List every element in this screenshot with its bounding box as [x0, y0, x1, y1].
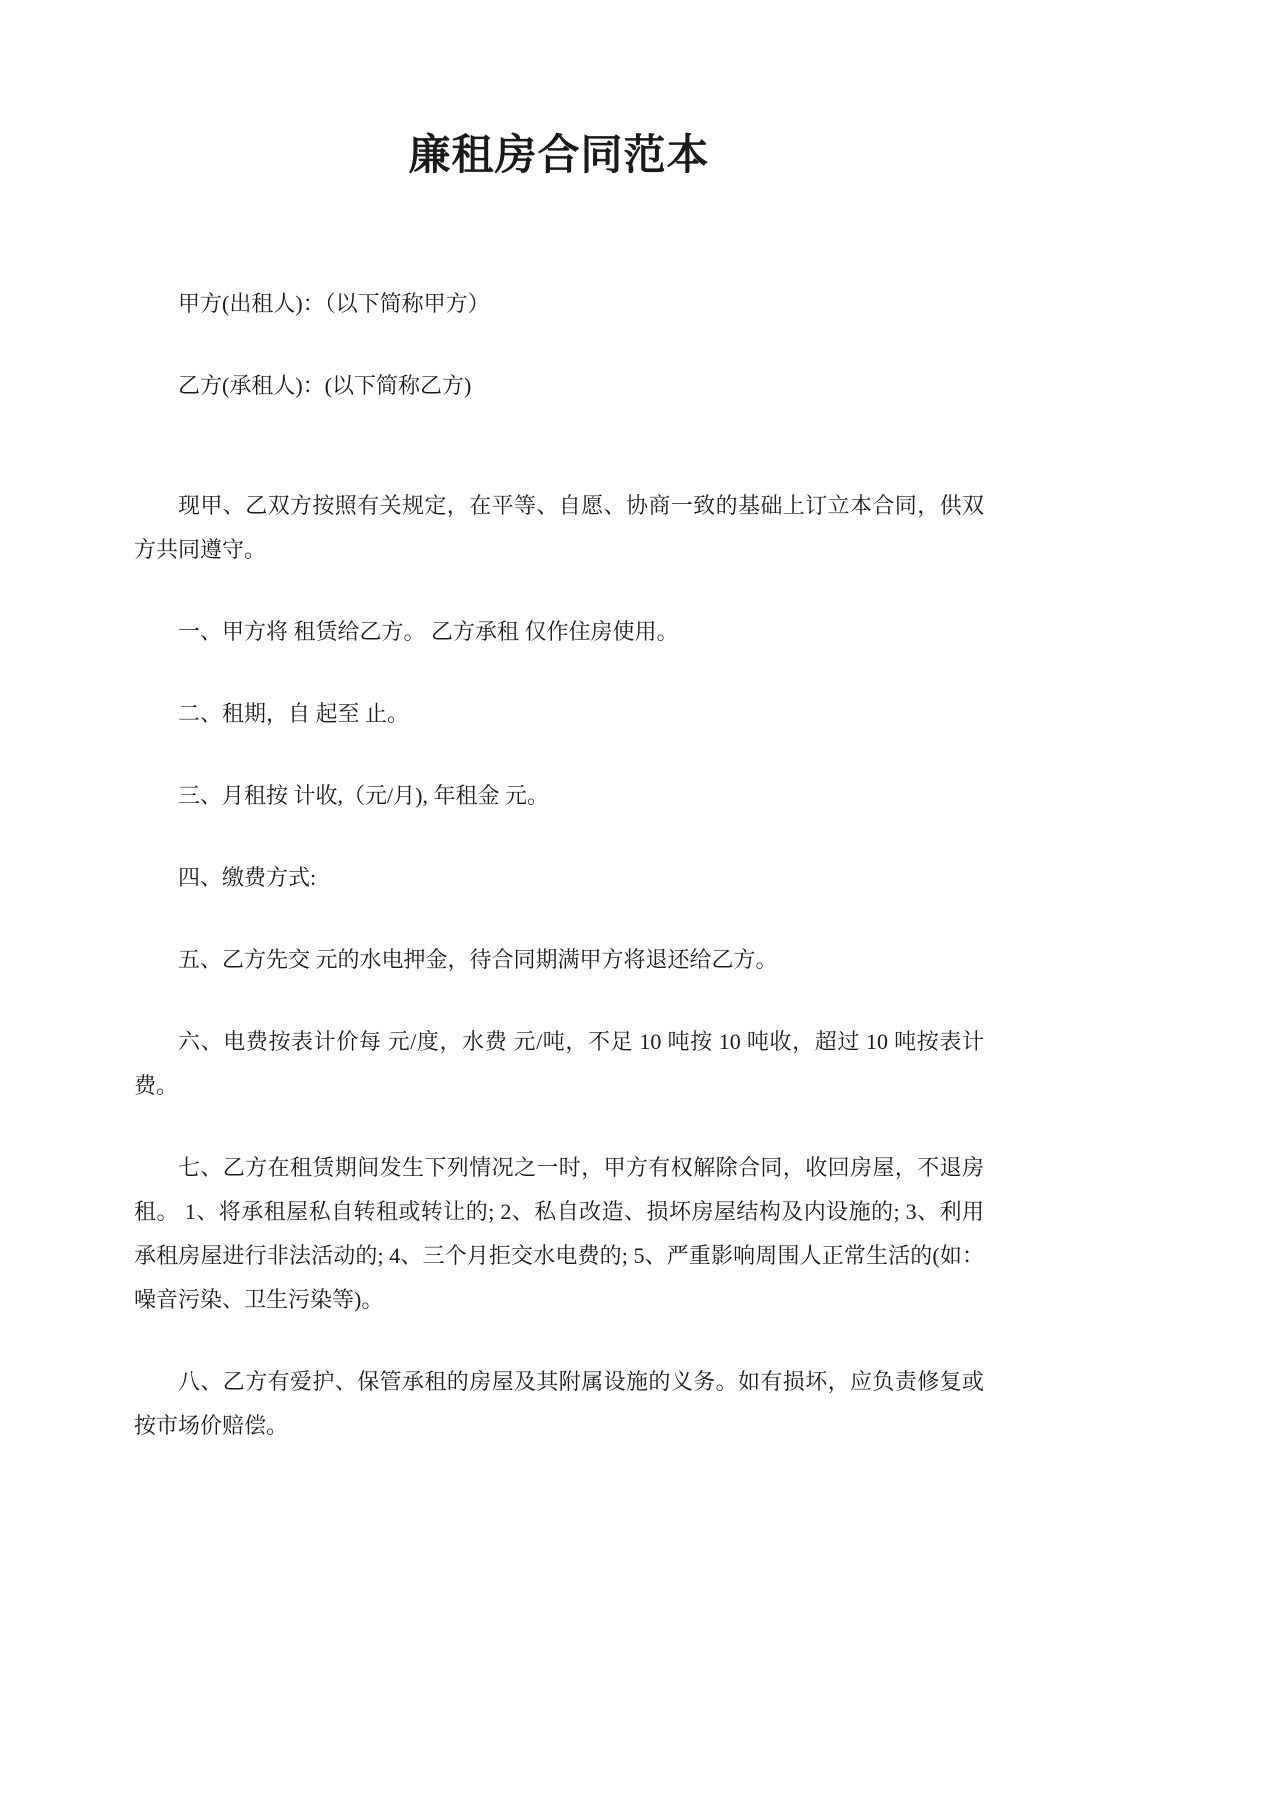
document-title: 廉租房合同范本 — [408, 133, 710, 179]
clause-3: 三、月租按 计收,（元/月), 年租金 元。 — [178, 783, 549, 808]
preamble-paragraph: 现甲、乙双方按照有关规定，在平等、自愿、协商一致的基础上订立本合同，供双方共同遵守。 — [134, 493, 984, 562]
clause-8: 八、乙方有爱护、保管承租的房屋及其附属设施的义务。如有损坏，应负责修复或按市场价赔偿。 — [134, 1369, 984, 1438]
clause-7: 七、乙方在租赁期间发生下列情况之一时，甲方有权解除合同，收回房屋，不退房租。 1、将承租屋私自转租或转让的; 2、私自改造、损坏房屋结构及内设施的; 3、利用承租房屋进行非法活动的; 4、三个月拒交水电费的; 5、严重影响周围人正常生活的(如：噪音污染、卫生污染等)。 — [134, 1155, 984, 1312]
party-b-line: 乙方(承租人)：(以下简称乙方) — [178, 373, 472, 398]
clause-4: 四、缴费方式: — [178, 865, 317, 890]
clause-5: 五、乙方先交 元的水电押金，待合同期满甲方将退还给乙方。 — [178, 947, 778, 972]
party-a-line: 甲方(出租人)：（以下简称甲方） — [178, 291, 490, 316]
clause-2: 二、租期，自 起至 止。 — [178, 701, 410, 726]
clause-1: 一、甲方将 租赁给乙方。 乙方承租 仅作住房使用。 — [178, 619, 679, 644]
clause-6: 六、电费按表计价每 元/度，水费 元/吨，不足 10 吨按 10 吨收，超过 10 吨按表计费。 — [134, 1029, 984, 1098]
